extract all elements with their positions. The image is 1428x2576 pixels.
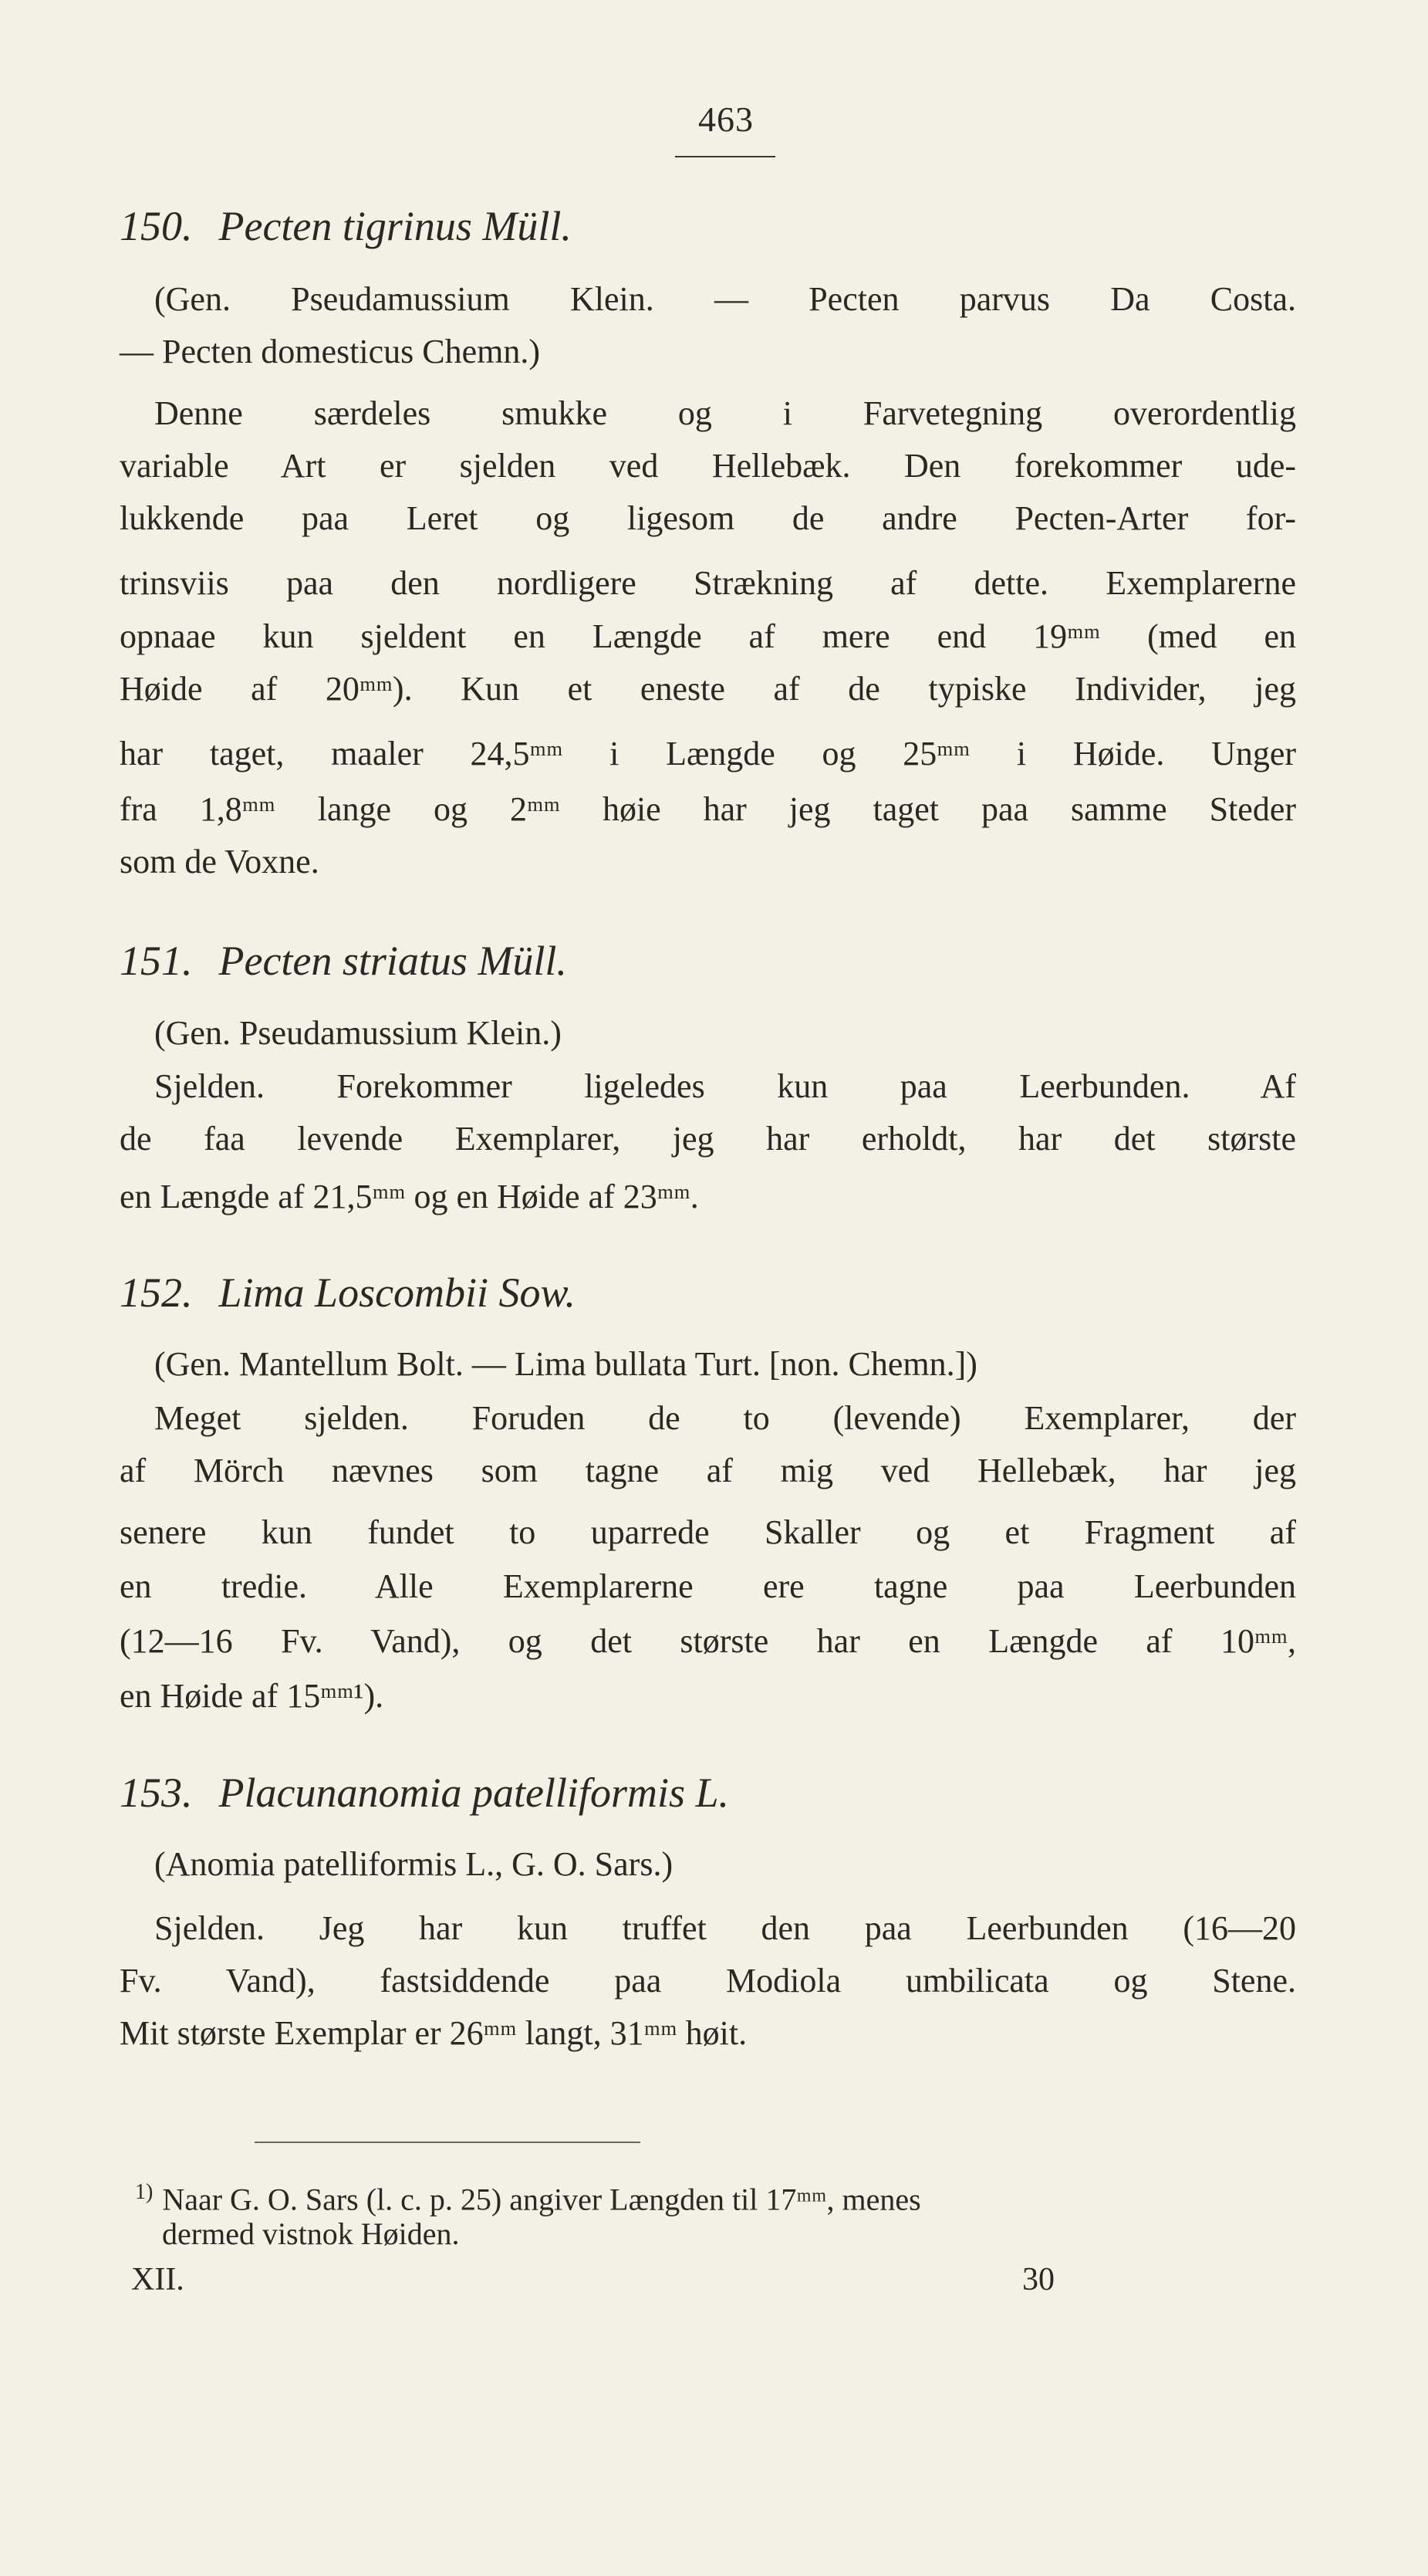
sheet-number: 30 <box>1022 2262 1055 2297</box>
text-line: Sjelden. Forekommer ligeledes kun paa Leerbunden. Af <box>154 1067 1296 1105</box>
text-line: Mit største Exemplar er 26ᵐᵐ langt, 31ᵐᵐ høit. <box>120 2014 748 2052</box>
text-line: Sjelden. Jeg har kun truffet den paa Leerbunden (16—20 <box>154 1909 1296 1947</box>
text-line: trinsviis paa den nordligere Strækning af dette. Exemplarerne <box>120 564 1296 602</box>
entry-title: Pecten striatus Müll. <box>218 938 567 984</box>
entry-number: 150. <box>120 203 193 249</box>
entry-number: 152. <box>120 1269 193 1316</box>
text-line: som de Voxne. <box>120 843 319 881</box>
text-line: variable Art er sjelden ved Hellebæk. Den forekommer ude- <box>120 447 1296 485</box>
footnote-continuation: dermed vistnok Høiden. <box>162 2216 460 2251</box>
synonym-line: (Gen. Mantellum Bolt. — Lima bullata Turt. [non. Chemn.]) <box>154 1345 977 1383</box>
text-line: (12—16 Fv. Vand), og det største har en Længde af 10ᵐᵐ, <box>120 1622 1296 1660</box>
page-number-rule <box>675 156 775 157</box>
synonym-line: (Gen. Pseudamussium Klein. — Pecten parvus Da Costa. <box>154 280 1296 318</box>
entry-title: Pecten tigrinus Müll. <box>218 203 572 249</box>
text-line: en tredie. Alle Exemplarerne ere tagne paa Leerbunden <box>120 1567 1296 1605</box>
entry-heading <box>120 937 567 985</box>
entry-heading <box>120 1269 576 1317</box>
text-line: en Høide af 15ᵐᵐ¹). <box>120 1677 384 1715</box>
footnote-rule <box>255 2142 640 2143</box>
synonym-line: (Anomia patelliformis L., G. O. Sars.) <box>154 1845 673 1883</box>
entry-heading <box>120 202 572 250</box>
footnote-text: Naar G. O. Sars (l. c. p. 25) angiver Længden til 17ᵐᵐ, menes <box>162 2182 921 2217</box>
entry-title: Placunanomia patelliformis L. <box>218 1770 729 1816</box>
text-line: senere kun fundet to uparrede Skaller og et Fragment af <box>120 1513 1296 1551</box>
footnote-mark: 1) <box>135 2180 154 2204</box>
entry-number: 151. <box>120 938 193 984</box>
entry-title: Lima Loscombii Sow. <box>218 1269 576 1316</box>
text-line: fra 1,8ᵐᵐ lange og 2ᵐᵐ høie har jeg taget paa samme Steder <box>120 790 1296 828</box>
text-line: Høide af 20ᵐᵐ). Kun et eneste af de typiske Individer, jeg <box>120 670 1296 708</box>
text-line: opnaae kun sjeldent en Længde af mere end 19ᵐᵐ (med en <box>120 617 1296 655</box>
page-number: 463 <box>698 100 754 139</box>
signature-mark: XII. <box>131 2262 184 2297</box>
synonym-line: — Pecten domesticus Chemn.) <box>120 333 541 370</box>
text-line: Fv. Vand), fastsiddende paa Modiola umbilicata og Stene. <box>120 1962 1296 2000</box>
synonym-line: (Gen. Pseudamussium Klein.) <box>154 1014 562 1052</box>
text-line: af Mörch nævnes som tagne af mig ved Hellebæk, har jeg <box>120 1452 1296 1489</box>
text-line: har taget, maaler 24,5ᵐᵐ i Længde og 25ᵐᵐ i Høide. Unger <box>120 735 1296 772</box>
text-line: de faa levende Exemplarer, jeg har erholdt, har det største <box>120 1120 1296 1158</box>
text-line: lukkende paa Leret og ligesom de andre Pecten-Arter for- <box>120 499 1296 537</box>
text-line: Denne særdeles smukke og i Farvetegning overordentlig <box>154 394 1296 432</box>
entry-heading <box>120 1769 729 1817</box>
text-line: Meget sjelden. Foruden de to (levende) Exemplarer, der <box>154 1399 1296 1437</box>
text-line: en Længde af 21,5ᵐᵐ og en Høide af 23ᵐᵐ. <box>120 1178 699 1215</box>
entry-number: 153. <box>120 1770 193 1816</box>
